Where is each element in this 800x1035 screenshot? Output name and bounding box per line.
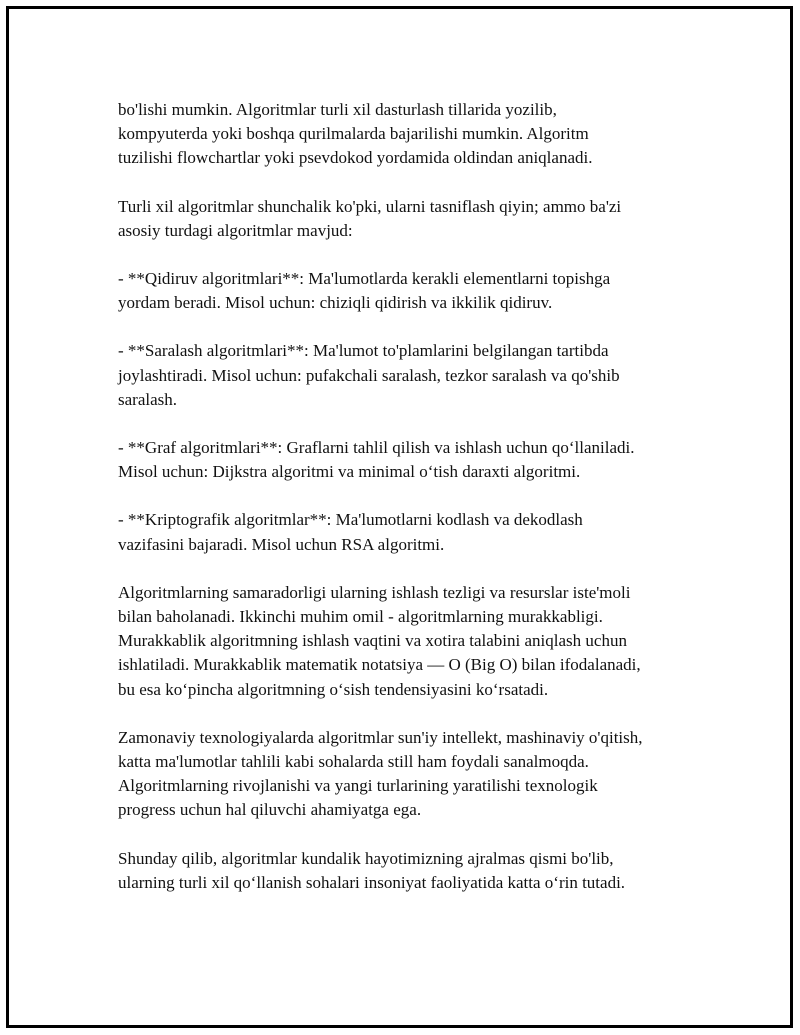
page-frame bbox=[6, 6, 793, 1028]
list-item-search-algorithms: - **Qidiruv algoritmlari**: Ma'lumotlarda kerakli elementlarni topishga yordam beradi. Misol uchun: chiziqli qidirish va ikkilik qidiruv. bbox=[118, 269, 611, 313]
paragraph-conclusion: Shunday qilib, algoritmlar kundalik hayotimizning ajralmas qismi bo'lib, ularning turli xil qo‘llanish sohalari insoniyat faoliyatida katta o‘rin tutadi. bbox=[118, 848, 626, 892]
paragraph-efficiency: Algoritmlarning samaradorligi ularning ishlash tezligi va resurslar iste'moli bilan baholanadi. Ikkinchi muhim omil - algoritmlarning murakkabligi. Murakkablik algoritmning ishlash vaqtini va xotira talabini aniqlash uchun ishlatiladi. Murakkablik matematik notatsiya — O (Big O) bilan ifodalanadi, bu esa ko‘pincha algoritmning o‘sish tendensiyasini ko‘rsatadi. bbox=[118, 582, 641, 699]
list-item-sorting-algorithms: - **Saralash algoritmlari**: Ma'lumot to'plamlarini belgilangan tartibda joylashtiradi. Misol uchun: pufakchali saralash, tezkor saralash va qo'shib saralash. bbox=[118, 341, 620, 409]
paragraph-types-intro: Turli xil algoritmlar shunchalik ko'pki, ularni tasniflash qiyin; ammo ba'zi asosiy turdagi algoritmlar mavjud: bbox=[118, 196, 622, 240]
document-body bbox=[118, 98, 718, 919]
paragraph-modern-tech: Zamonaviy texnologiyalarda algoritmlar sun'iy intellekt, mashinaviy o'qitish, katta ma'lumotlar tahlili kabi sohalarda still ham foydali sanalmoqda. Algoritmlarning rivojlanishi va yangi turlarining yaratilishi texnologik progress uchun hal qiluvchi ahamiyatga ega. bbox=[118, 727, 643, 820]
list-item-cryptographic-algorithms: - **Kriptografik algoritmlar**: Ma'lumotlarni kodlash va dekodlash vazifasini bajaradi. Misol uchun RSA algoritmi. bbox=[118, 510, 583, 554]
paragraph-intro: bo'lishi mumkin. Algoritmlar turli xil dasturlash tillarida yozilib, kompyuterda yoki boshqa qurilmalarda bajarilishi mumkin. Algoritm tuzilishi flowchartlar yoki psevdokod yordamida oldindan aniqlanadi. bbox=[118, 100, 593, 168]
list-item-graph-algorithms: - **Graf algoritmlari**: Graflarni tahlil qilish va ishlash uchun qo‘llaniladi. Misol uchun: Dijkstra algoritmi va minimal o‘tish daraxti algoritmi. bbox=[118, 438, 635, 482]
